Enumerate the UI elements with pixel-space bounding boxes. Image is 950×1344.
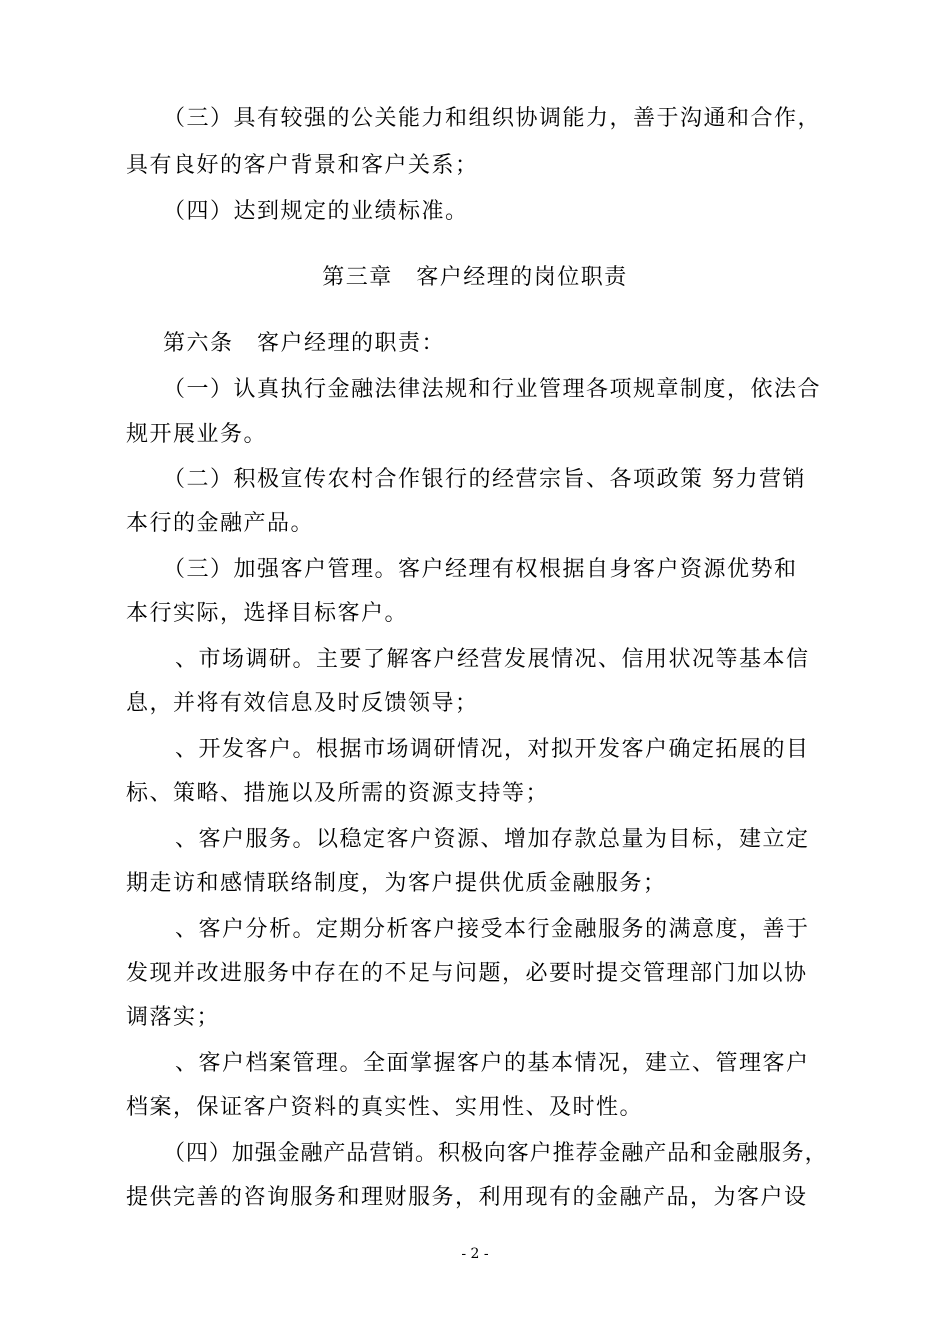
paragraph-line: 规开展业务。 (126, 422, 268, 447)
article-title: 第六条 客户经理的职责： (163, 331, 446, 356)
list-item-line: 、市场调研。主要了解客户经营发展情况、信用状况等基本信 (175, 647, 810, 672)
paragraph-line: （二）积极宣传农村合作银行的经营宗旨、各项政策 努力营销 (163, 467, 806, 492)
paragraph-line: 本行实际，选择目标客户。 (126, 601, 409, 626)
paragraph-line: （三）加强客户管理。客户经理有权根据自身客户资源优势和 (163, 557, 798, 582)
page-number: - 2 - (461, 1246, 489, 1262)
paragraph-line: 本行的金融产品。 (126, 511, 315, 536)
list-item-line: 、客户分析。定期分析客户接受本行金融服务的满意度，善于 (175, 917, 810, 942)
paragraph-line: （三）具有较强的公关能力和组织协调能力，善于沟通和合作， (163, 106, 822, 131)
paragraph-line: 具有良好的客户背景和客户关系； (126, 153, 479, 178)
paragraph-line: 标、策略、措施以及所需的资源支持等； (126, 781, 550, 806)
paragraph-line: （四）达到规定的业绩标准。 (163, 199, 469, 224)
paragraph-line: 提供完善的咨询服务和理财服务，利用现有的金融产品，为客户设 (126, 1185, 808, 1210)
paragraph-line: 期走访和感情联络制度，为客户提供优质金融服务； (126, 871, 667, 896)
paragraph-line: 发现并改进服务中存在的不足与问题，必要时提交管理部门加以协 (126, 961, 808, 986)
list-item-line: 、客户档案管理。全面掌握客户的基本情况，建立、管理客户 (175, 1051, 810, 1076)
paragraph-line: 档案，保证客户资料的真实性、实用性、及时性。 (126, 1095, 644, 1120)
list-item-line: 、开发客户。根据市场调研情况，对拟开发客户确定拓展的目 (175, 737, 810, 762)
list-item-line: 、客户服务。以稳定客户资源、增加存款总量为目标，建立定 (175, 827, 810, 852)
paragraph-line: （四）加强金融产品营销。积极向客户推荐金融产品和金融服务， (163, 1141, 828, 1166)
paragraph-line: （一）认真执行金融法律法规和行业管理各项规章制度，依法合 (163, 377, 822, 402)
paragraph-line: 息，并将有效信息及时反馈领导； (126, 691, 479, 716)
paragraph-line: 调落实； (126, 1005, 221, 1030)
chapter-heading: 第三章 客户经理的岗位职责 (322, 265, 628, 290)
